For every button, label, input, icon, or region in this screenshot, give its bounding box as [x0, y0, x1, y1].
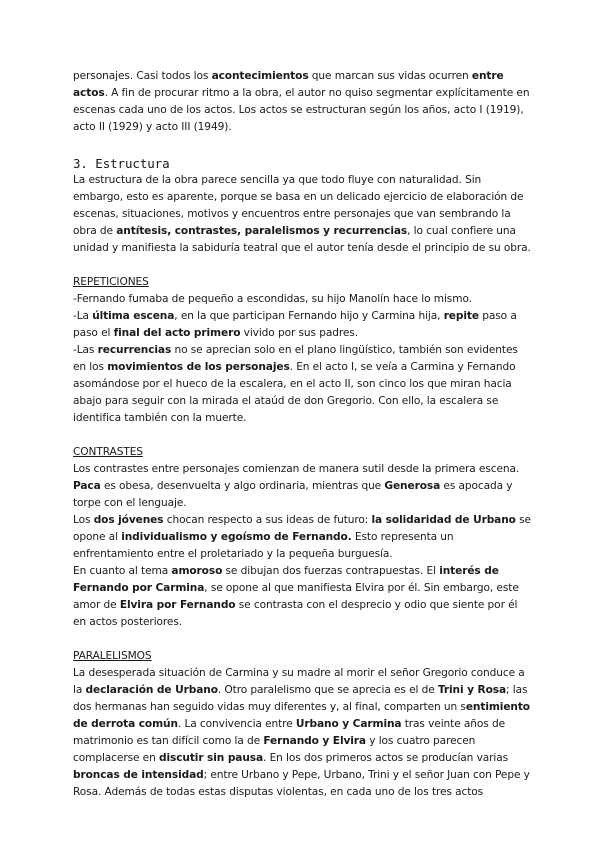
text-run: . En el acto I, se veía a Carmina y Fernando asomándose por el hueco de la escalera, en el acto II, son cinco los que miran hacia abajo para seguir con la mirada el ataúd de don Gregorio. Con ello, la escalera se identifica también con la muerte. [73, 361, 516, 424]
text-run: ; las dos hermanas han seguido vidas muy diferentes y, al final, comparten un s [73, 684, 528, 713]
text-run: La estructura de la obra parece sencilla ya que todo fluye con naturalidad. Sin embargo, esto es aparente, porque se basa en un delicado ejercicio de elaboración de escenas, situaciones, motivos y encuentros entre personajes que van sembrando la obra de [73, 174, 524, 237]
text-run: . Otro paralelismo que se aprecia es el de [217, 684, 438, 696]
text-run: , se opone al que manifiesta Elvira por él. Sin embargo, este amor de [73, 582, 519, 611]
text-run: es obesa, desenvuelta y algo ordinaria, mientras que [100, 480, 385, 492]
bold-text: Urbano y Carmina [295, 718, 402, 730]
text-run: -Las [73, 344, 98, 356]
text-run: vivido por sus padres. [240, 327, 358, 339]
text-run: personajes. Casi todos los [73, 70, 212, 82]
text-run: ; entre Urbano y Pepe, Urbano, Trini y el señor Juan con Pepe y Rosa. Además de todas estas disputas violentas, en cada uno de los tres actos [73, 769, 530, 798]
intro-paragraph [73, 68, 533, 136]
text-run: En cuanto al tema [73, 565, 172, 577]
repeticion-item [73, 342, 533, 427]
contrastes-heading: CONTRASTES [73, 446, 143, 458]
bold-text: amoroso [171, 565, 223, 577]
bold-text: broncas de intensidad [73, 769, 204, 781]
text-run: que marcan sus vidas ocurren [308, 70, 472, 82]
text-run: tras veinte años de matrimonio es tan difícil como la de [73, 718, 506, 747]
bold-text: individualismo y egoísmo de Fernando. [121, 531, 352, 543]
text-run: se contrasta con el desprecio y odio que siente por él en actos posteriores. [73, 599, 518, 628]
repeticiones-heading: REPETICIONES [73, 276, 149, 288]
text-run: La desesperada situación de Carmina y su madre al morir el señor Gregorio conduce a la [73, 667, 525, 696]
bold-text: entimiento de derrota común [73, 701, 530, 730]
contraste-paragraph [73, 563, 533, 631]
bold-text: Paca [73, 480, 101, 492]
text-run: se opone al [73, 514, 531, 543]
text-run: Los [73, 514, 94, 526]
bold-text: repite [443, 310, 479, 322]
repeticion-item [73, 308, 533, 342]
text-run: -Fernando fumaba de pequeño a escondidas, su hijo Manolín hace lo mismo. [73, 293, 472, 305]
text-run: y los cuatro parecen complacerse en [73, 735, 476, 764]
text-run: . La convivencia entre [177, 718, 296, 730]
paralelismos-heading: PARALELISMOS [73, 650, 152, 662]
bold-text: final del acto primero [113, 327, 241, 339]
bold-text: acontecimientos [211, 70, 309, 82]
bold-text: Generosa [384, 480, 441, 492]
text-run: es apocada y torpe con el lenguaje. [73, 480, 513, 509]
bold-text: Elvira por Fernando [119, 599, 236, 611]
bold-text: Fernando y Elvira [263, 735, 366, 747]
bold-text: recurrencias [97, 344, 172, 356]
text-run: , lo cual confiere una unidad y manifiesta la sabiduría teatral que el autor tenía desde el principio de su obra. [73, 225, 531, 254]
paralelismos-paragraph [73, 665, 533, 801]
bold-text: movimientos de los personajes [107, 361, 290, 373]
bold-text: la solidaridad de Urbano [371, 514, 516, 526]
text-run: Esto representa un enfrentamiento entre el proletariado y la pequeña burguesía. [73, 531, 454, 560]
text-run: . En los dos primeros actos se producían varias [263, 752, 509, 764]
bold-text: declaración de Urbano [85, 684, 218, 696]
text-run: se dibujan dos fuerzas contrapuestas. El [222, 565, 440, 577]
document-page [73, 68, 533, 801]
bold-text: discutir sin pausa [159, 752, 264, 764]
text-run: . A fin de procurar ritmo a la obra, el autor no quiso segmentar explícitamente en escenas cada uno de los actos. Los actos se estructuran según los años, acto I (1919), acto II (1929) y acto III (1949). [73, 87, 530, 133]
structure-paragraph [73, 172, 533, 257]
bold-text: dos jóvenes [93, 514, 164, 526]
text-run: no se aprecian solo en el plano lingüístico, también son evidentes en los [73, 344, 518, 373]
repeticion-item [73, 291, 533, 308]
text-run: , en la que participan Fernando hijo y Carmina hija, [174, 310, 444, 322]
section-heading: 3. Estructura [73, 156, 170, 171]
contraste-paragraph [73, 512, 533, 563]
bold-text: entre actos [73, 70, 504, 99]
contraste-paragraph [73, 461, 533, 512]
bold-text: Trini y Rosa [437, 684, 506, 696]
text-run: chocan respecto a sus ideas de futuro: [163, 514, 372, 526]
bold-text: interés de Fernando por Carmina [73, 565, 499, 594]
text-run: -La [73, 310, 93, 322]
text-run: paso a paso el [73, 310, 517, 339]
bold-text: antítesis, contrastes, paralelismos y recurrencias [116, 225, 408, 237]
text-run: Los contrastes entre personajes comienzan de manera sutil desde la primera escena. [73, 463, 520, 475]
bold-text: última escena [92, 310, 175, 322]
